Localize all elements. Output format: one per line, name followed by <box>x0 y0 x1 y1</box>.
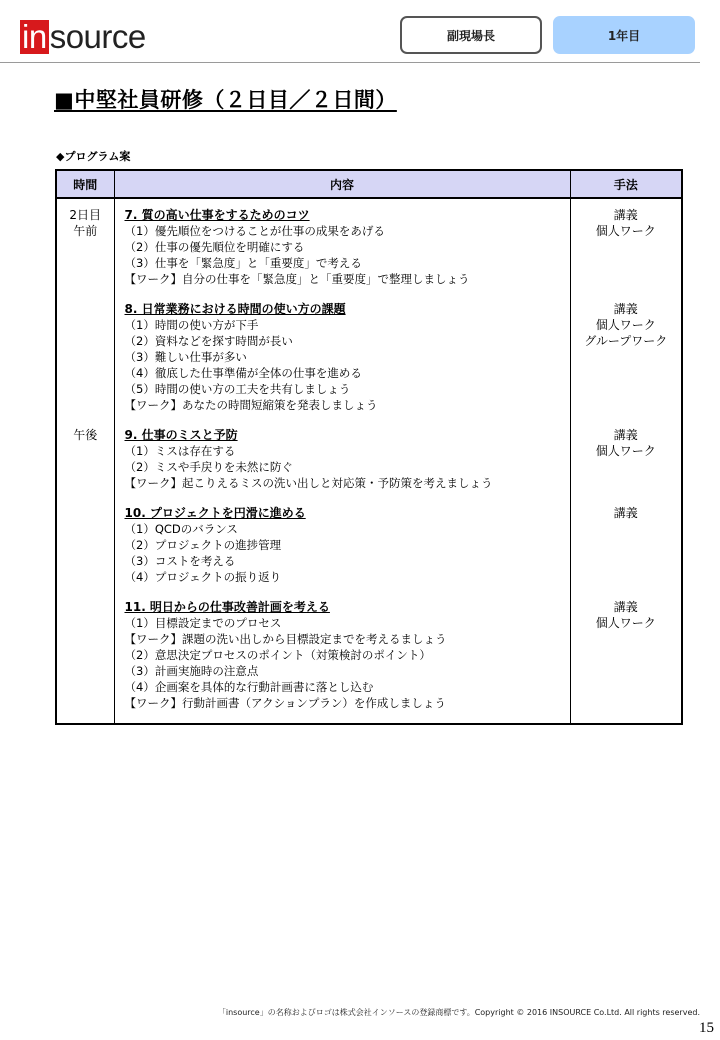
method-item: グループワーク <box>584 334 668 348</box>
header-method: 手法 <box>570 170 682 198</box>
logo-in-box: in <box>22 18 47 55</box>
spacer-cell <box>570 491 682 505</box>
module-line: （2）仕事の優先順位を明確にする <box>124 240 305 254</box>
table-row <box>56 207 682 287</box>
module-line: （3）計画実施時の注意点 <box>124 664 259 678</box>
spacer-row <box>56 198 682 207</box>
content-cell <box>114 301 570 413</box>
method-item: 個人ワーク <box>595 318 656 332</box>
copyright-note: 「insource」の名称およびロゴは株式会社インソースの登録商標です。Copyright © 2016 INSOURCE Co.Ltd. All rights reserved. <box>217 1008 700 1017</box>
table-row <box>56 301 682 413</box>
module-line: 【ワーク】自分の仕事を「緊急度」と「重要度」で整理しましょう <box>124 272 470 286</box>
spacer-cell <box>114 413 570 427</box>
day-label: 2日目 <box>69 208 102 222</box>
module-line: 【ワーク】あなたの時間短縮策を発表しましょう <box>124 398 378 412</box>
time-cell <box>56 505 114 585</box>
header-divider <box>0 62 700 63</box>
spacer-cell <box>570 287 682 301</box>
module-line: （1）時間の使い方が下手 <box>124 318 259 332</box>
module-line: 【ワーク】課題の洗い出しから目標設定までを考えるましょう <box>124 632 447 646</box>
spacer-row <box>56 711 682 724</box>
spacer-cell <box>56 711 114 724</box>
page-title: ■中堅社員研修（２日目／２日間） <box>54 88 397 112</box>
module-title: 10. プロジェクトを円滑に進める <box>124 506 306 520</box>
module-line: 【ワーク】起こりえるミスの洗い出しと対応策・予防策を考えましょう <box>124 476 493 490</box>
method-item: 個人ワーク <box>595 616 656 630</box>
module-line: （5）時間の使い方の工夫を共有しましょう <box>124 382 351 396</box>
module-title: 11. 明日からの仕事改善計画を考える <box>124 600 330 614</box>
module-line: （1）ミスは存在する <box>124 444 236 458</box>
method-cell <box>570 207 682 287</box>
spacer-row <box>56 287 682 301</box>
module-line: （1）QCDのバランス <box>124 522 238 536</box>
year-tab: 1年目 <box>553 16 695 54</box>
spacer-cell <box>56 413 114 427</box>
spacer-cell <box>570 711 682 724</box>
table-row <box>56 505 682 585</box>
pm-label: 午後 <box>73 428 98 442</box>
method-cell <box>570 505 682 585</box>
spacer-cell <box>114 198 570 207</box>
module-line: （3）コストを考える <box>124 554 236 568</box>
header-content: 内容 <box>114 170 570 198</box>
table-header-row <box>56 170 682 198</box>
spacer-cell <box>56 585 114 599</box>
module-line: 【ワーク】行動計画書（アクションプラン）を作成しましょう <box>124 696 446 710</box>
method-item: 講義 <box>613 600 638 614</box>
spacer-cell <box>56 491 114 505</box>
module-line: （4）プロジェクトの振り返り <box>124 570 282 584</box>
module-line: （2）プロジェクトの進捗管理 <box>124 538 282 552</box>
insource-logo <box>20 20 146 58</box>
module-line: （2）資料などを探す時間が長い <box>124 334 293 348</box>
method-cell <box>570 427 682 491</box>
time-cell <box>56 207 114 287</box>
logo-text: source <box>49 18 146 55</box>
method-item: 個人ワーク <box>595 444 656 458</box>
method-item: 講義 <box>613 428 638 442</box>
spacer-cell <box>570 585 682 599</box>
time-cell <box>56 427 114 491</box>
spacer-cell <box>56 287 114 301</box>
method-item: 講義 <box>613 506 638 520</box>
content-cell <box>114 207 570 287</box>
spacer-row <box>56 585 682 599</box>
spacer-row <box>56 413 682 427</box>
spacer-cell <box>114 287 570 301</box>
header-time: 時間 <box>56 170 114 198</box>
section-label: ◆プログラム案 <box>56 150 131 163</box>
table-row <box>56 427 682 491</box>
table-row <box>56 599 682 711</box>
module-line: （1）目標設定までのプロセス <box>124 616 282 630</box>
time-cell <box>56 599 114 711</box>
method-item: 講義 <box>613 208 638 222</box>
module-line: （4）徹底した仕事準備が全体の仕事を進める <box>124 366 362 380</box>
content-cell <box>114 505 570 585</box>
am-label: 午前 <box>73 224 98 238</box>
spacer-cell <box>56 198 114 207</box>
module-title: 7. 質の高い仕事をするためのコツ <box>124 208 310 222</box>
module-title: 9. 仕事のミスと予防 <box>124 428 238 442</box>
spacer-cell <box>570 198 682 207</box>
content-cell <box>114 427 570 491</box>
content-cell <box>114 599 570 711</box>
module-line: （3）仕事を「緊急度」と「重要度」で考える <box>124 256 362 270</box>
module-line: （4）企画案を具体的な行動計画書に落とし込む <box>124 680 374 694</box>
page-number: 15 <box>699 1020 714 1036</box>
spacer-row <box>56 491 682 505</box>
spacer-cell <box>114 491 570 505</box>
spacer-cell <box>114 585 570 599</box>
method-cell <box>570 599 682 711</box>
program-table <box>55 169 683 725</box>
method-cell <box>570 301 682 413</box>
position-tab: 副現場長 <box>400 16 542 54</box>
module-line: （2）意思決定プロセスのポイント（対策検討のポイント） <box>124 648 431 662</box>
spacer-cell <box>114 711 570 724</box>
method-item: 講義 <box>613 302 638 316</box>
time-cell <box>56 301 114 413</box>
module-line: （2）ミスや手戻りを未然に防ぐ <box>124 460 293 474</box>
method-item: 個人ワーク <box>595 224 656 238</box>
spacer-cell <box>570 413 682 427</box>
module-line: （3）難しい仕事が多い <box>124 350 247 364</box>
module-title: 8. 日常業務における時間の使い方の課題 <box>124 302 346 316</box>
module-line: （1）優先順位をつけることが仕事の成果をあげる <box>124 224 385 238</box>
program-body <box>56 198 682 724</box>
